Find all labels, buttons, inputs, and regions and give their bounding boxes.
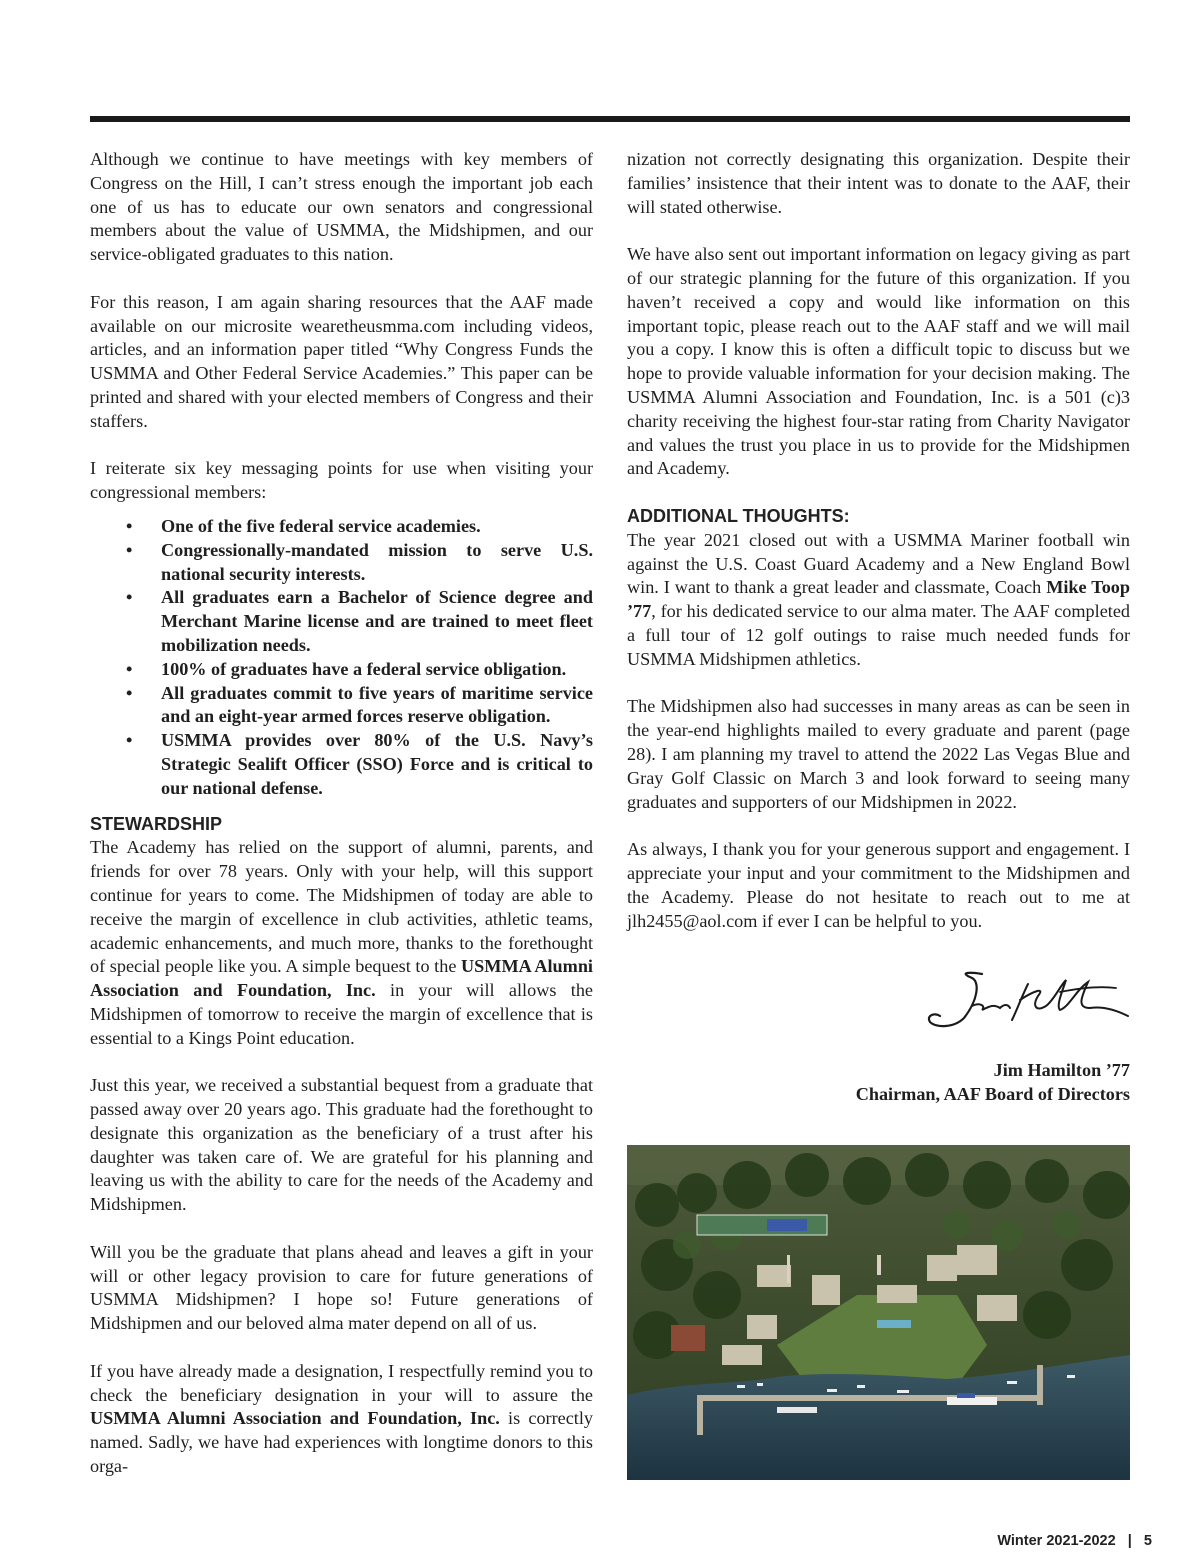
- stewardship-text-cont: in your will allows the Midshipmen of tomorrow to receive the margin of excellence that is essential to a Kings Point education.: [90, 980, 593, 1048]
- left-column: [90, 148, 593, 1479]
- bequest-paragraph: Just this year, we received a substantial bequest from a graduate that passed away over 20 years ago. This graduate had the forethought to designate this organization as the beneficiary of a trust after his daughter was taken care of. We are grateful for his planning and leaving us with the ability to care for the needs of the Academy and Midshipmen.: [90, 1075, 593, 1215]
- legacy-question-paragraph: Will you be the graduate that plans ahead and leaves a gift in your will or other legacy provision to care for future generations of USMMA Midshipmen? I hope so! Future generations of Midshipmen and our beloved alma mater depend on all of us.: [90, 1241, 593, 1334]
- football-paragraph: [627, 529, 1130, 672]
- top-rule: [90, 116, 1130, 122]
- stewardship-text: The Academy has relied on the support of alumni, parents, and friends for over 78 years. Only with your help, will this support continue for years to come. The Midshipmen of today are able to receive the margin of excellence in club activities, athletic teams, academic enhancements, and much more, thanks to the forethought of special people like you. A simple bequest to the: [90, 837, 593, 977]
- football-text: The year 2021 closed out with a USMMA Mariner football win against the U.S. Coast Guard Academy and a New England Bowl win. I want to thank a great leader and classmate, Coach: [627, 529, 1130, 598]
- messaging-point: • Congressionally-mandated mission to serve U.S. national security interests.: [161, 539, 593, 587]
- legacy-giving-paragraph: We have also sent out important information on legacy giving as part of our strategic planning for the future of this organization. If you haven’t received a copy and would like information on this important topic, please reach out to the AAF staff and we will mail you a copy. I know this is often a difficult topic to discuss but we hope to provide valuable information for your decision making. The USMMA Alumni Association and Foundation, Inc. is a 501 (c)3 charity receiving the highest four-star rating from Charity Navigator and values the trust you place in us to provide for the Midshipmen and Academy.: [627, 244, 1130, 479]
- messaging-point: • 100% of graduates have a federal service obligation.: [161, 658, 593, 682]
- issue-label: Winter 2021-2022: [997, 1533, 1116, 1549]
- messaging-point: • All graduates commit to five years of maritime service and an eight-year armed forces reserve obligation.: [161, 682, 593, 730]
- footer-separator: |: [1127, 1533, 1132, 1549]
- aerial-campus-photo: [627, 1145, 1130, 1480]
- continued-paragraph: nization not correctly designating this organization. Despite their families’ insistence that their intent was to donate to the AAF, their will stated otherwise.: [627, 149, 1130, 217]
- intro-paragraph: Although we continue to have meetings with key members of Congress on the Hill, I can’t stress enough the important job each one of us has to educate our own senators and congressional members about the value of USMMA, the Midshipmen, and our service-obligated graduates to this nation.: [90, 149, 593, 265]
- page-footer: [997, 1533, 1152, 1549]
- aerial-campus-illustration: [627, 1145, 1130, 1480]
- foundation-name: USMMA Alumni Association and Foundation, Inc.: [90, 1408, 500, 1429]
- messaging-point: • All graduates earn a Bachelor of Science degree and Merchant Marine license and are trained to meet fleet mobilization needs.: [161, 586, 593, 657]
- successes-paragraph: The Midshipmen also had successes in many areas as can be seen in the year-end highlights mailed to every graduate and parent (page 28). I am planning my travel to attend the 2022 Las Vegas Blue and Gray Golf Classic on March 3 and look forward to seeing many graduates and supporters of our Midshipmen in 2022.: [627, 696, 1130, 812]
- stewardship-paragraph: [90, 836, 593, 1050]
- resources-paragraph: For this reason, I am again sharing resources that the AAF made available on our microsite wearetheusmma.com including videos, articles, and an information paper titled “Why Congress Funds the USMMA and Other Federal Service Academies.” This paper can be printed and shared with your elected members of Congress and their staffers.: [90, 291, 593, 431]
- coach-name: Mike Toop ’77: [627, 577, 1130, 622]
- thanks-paragraph: As always, I thank you for your generous support and engagement. I appreciate your input and your commitment to the Midshipmen and the Academy. Please do not hesitate to reach out to me at jlh2455@aol.com if ever I can be helpful to you.: [627, 839, 1130, 931]
- additional-thoughts-heading: ADDITIONAL THOUGHTS:: [627, 505, 850, 526]
- messaging-points-list: [90, 515, 593, 801]
- designation-text: If you have already made a designation, I respectfully remind you to check the beneficiary designation in your will to assure the: [90, 1360, 593, 1405]
- signer-name: Jim Hamilton ’77: [993, 1060, 1130, 1080]
- signer-title: Chairman, AAF Board of Directors: [855, 1084, 1130, 1104]
- designation-text-cont: is correctly named. Sadly, we have had experiences with longtime donors to this orga-: [90, 1408, 593, 1477]
- page-number: 5: [1143, 1533, 1152, 1549]
- handwritten-signature: [920, 966, 1135, 1036]
- designation-paragraph: [90, 1360, 593, 1479]
- foundation-name: USMMA Alumni Association and Foundation, Inc.: [90, 956, 593, 1001]
- messaging-point: • One of the five federal service academies.: [161, 515, 593, 539]
- football-text-cont: , for his dedicated service to our alma mater. The AAF completed a full tour of 12 golf outings to raise much needed funds for USMMA Midshipmen athletics.: [627, 601, 1130, 669]
- signature-block: [856, 1058, 1130, 1106]
- stewardship-heading: STEWARDSHIP: [90, 813, 223, 834]
- messaging-intro-paragraph: I reiterate six key messaging points for use when visiting your congressional members:: [90, 458, 593, 503]
- right-column: [627, 148, 1130, 933]
- messaging-point: • USMMA provides over 80% of the U.S. Navy’s Strategic Sealift Officer (SSO) Force and is critical to our national defense.: [161, 729, 593, 800]
